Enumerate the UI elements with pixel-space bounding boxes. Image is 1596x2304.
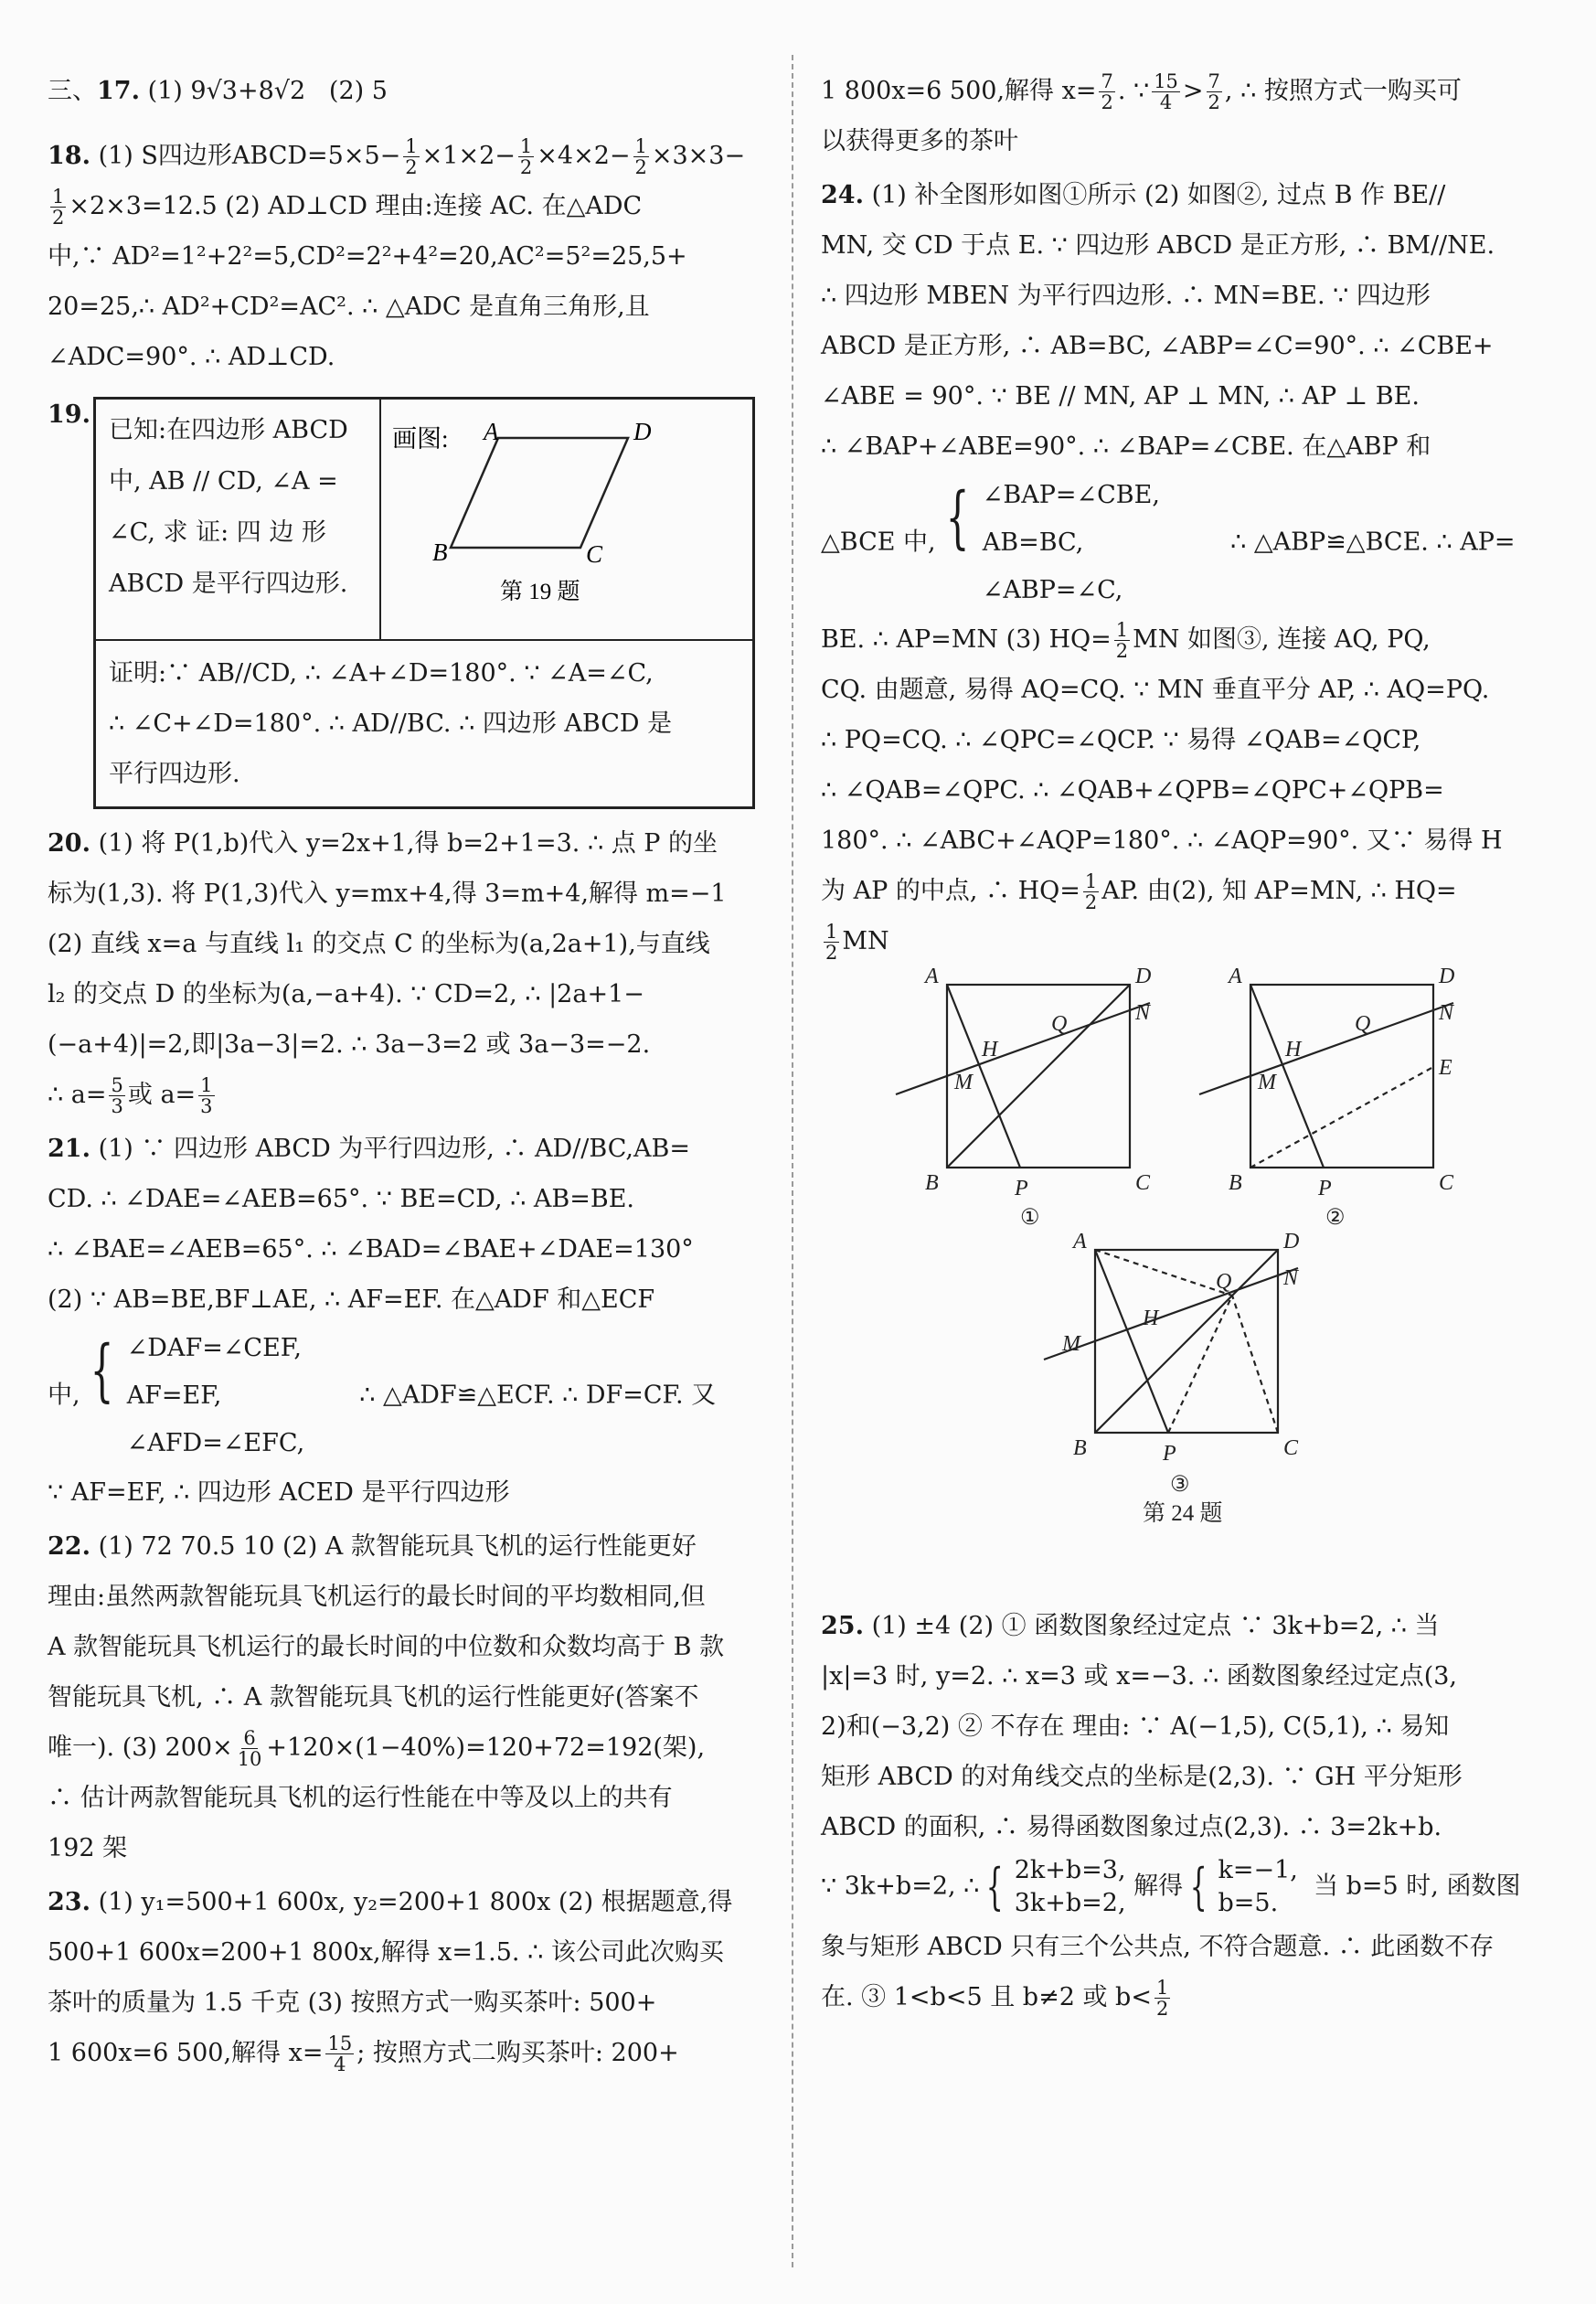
svg-text:M: M	[1062, 1332, 1080, 1356]
q21: 21. (1) ∵ 四边形 ABCD 为平行四边形, ∴ AD//BC,AB= CD. ∴ ∠DAE=∠AEB=65°. ∵ BE=CD, ∴ AB=BE. ∴ ∠BAE=∠AEB=65°. ∴ ∠BAD=∠BAE+∠DAE=130° (2) ∵ AB=BE,BF⊥AE, ∴ AF=EF. 在△ADF 和△ECF 中, { ∠DAF=∠CEF, AF=EF, ∠AFD=∠EFC, ∴ △ADF≌△ECF. ∴ DF=CF. 又 ∵ AF=EF, ∴ 四边形 ACED 是平行四边形	[48, 1135, 717, 1507]
q22: 22. (1) 72 70.5 10 (2) A 款智能玩具飞机的运行性能更好 理由:虽然两款智能玩具飞机运行的最长时间的平均数相同,但 A 款智能玩具飞机运行的最长时间的中位数和众数均高于 B 款 智能玩具飞机, ∴ A 款智能玩具飞机的运行性能更好(答案不 唯一). (3) 200× $\frac{6}{10}$ +120×(1−40%)=120+72=192(架), ∴ 估计两款智能玩具飞机的运行性能在中等及以上的共有 192 架	[48, 1532, 725, 1862]
svg-text:C: C	[1135, 1171, 1151, 1195]
right-column	[821, 70, 1545, 2022]
svg-text:A: A	[1229, 966, 1242, 988]
diagonal-bd-3	[1095, 1250, 1278, 1433]
q18: 18. (1) S四边形ABCD=5×5− $\frac{1}{2}$ ×1×2− $\frac{1}{2}$ ×4×2− $\frac{1}{2}$ ×3×3− $\frac{1}{2}$ ×2×3=12.5 (2) AD⊥CD 理由:连接 AC. 在△ADC 中,∵ AD²=1²+2²=5,CD²=2²+4²=20,AC²=5²=25,5+ 20=25,∴ AD²+CD²=AC². ∴ △ADC 是直角三角形,且 ∠ADC=90°. ∴ AD⊥CD.	[48, 135, 746, 371]
fraction: $\frac{1}{2}$	[634, 135, 647, 178]
svg-text:B: B	[1073, 1436, 1087, 1460]
figure-2-caption: ②	[1325, 1206, 1346, 1230]
fraction: $\frac{1}{2}$	[1155, 1977, 1169, 2020]
svg-text:P: P	[1015, 1177, 1028, 1200]
svg-text:H: H	[982, 1038, 998, 1061]
figure-2-labels	[1227, 966, 1455, 1230]
point-d-label: D	[633, 418, 652, 445]
q19-caption: 第 19 题	[500, 580, 580, 604]
q23: 23. (1) y₁=500+1 600x, y₂=200+1 800x (2) 根据题意,得 500+1 600x=200+1 800x,解得 x=1.5. ∴ 该公司此次购买 茶叶的质量为 1.5 千克 (3) 按照方式一购买茶叶: 500+ 1 600x=6 500,解得 x= $\frac{15}{4}$ ; 按照方式二购买茶叶: 200+	[48, 1888, 733, 2075]
equation-system: { ∠BAP=∠CBE, AB=BC, ∠ABP=∠C,	[945, 478, 1160, 604]
fraction: $\frac{5}{3}$	[111, 1074, 123, 1117]
segment-cq-3	[1232, 1296, 1278, 1433]
fraction: $\frac{7}{2}$	[1101, 70, 1113, 113]
svg-text:N: N	[1283, 1266, 1299, 1290]
fraction: $\frac{7}{2}$	[1208, 70, 1220, 113]
svg-text:D: D	[1135, 966, 1152, 988]
fraction: $\frac{1}{2}$	[1084, 870, 1098, 913]
point-a-label: A	[484, 418, 499, 445]
q17	[48, 66, 766, 116]
svg-text:Q: Q	[1051, 1012, 1068, 1036]
square-abcd-2	[1250, 985, 1433, 1168]
draw-label: 画图:	[392, 425, 449, 453]
fraction: $\frac{1}{3}$	[200, 1074, 213, 1117]
svg-text:Q: Q	[1216, 1270, 1232, 1294]
svg-text:A: A	[1073, 1230, 1087, 1253]
svg-text:D: D	[1439, 966, 1455, 988]
segment-pq-3	[1168, 1296, 1232, 1433]
q20: 20. (1) 将 P(1,b)代入 y=2x+1,得 b=2+1=3. ∴ 点 P 的坐 标为(1,3). 将 P(1,3)代入 y=mx+4,得 3=m+4,解得 m=−1 (2) 直线 x=a 与直线 l₁ 的交点 C 的坐标为(a,2a+1),与直线 l₂ 的交点 D 的坐标为(a,−a+4). ∵ CD=2, ∴ |2a+1− (−a+4)|=2,即|3a−3|=2. ∴ 3a−3=2 或 3a−3=−2. ∴ a= $\frac{5}{3}$ 或 a= $\frac{1}{3}$	[48, 829, 727, 1117]
svg-text:C: C	[1439, 1171, 1454, 1195]
q24: 24. (1) 补全图形如图①所示 (2) 如图②, 过点 B 作 BE// MN, 交 CD 于点 E. ∵ 四边形 ABCD 是正方形, ∴ BM//NE. ∴ 四边形 MBEN 为平行四边形. ∴ MN=BE. ∵ 四边形 ABCD 是正方形, ∴ AB=BC, ∠ABP=∠C=90°. ∴ ∠CBE+ ∠ABE = 90°. ∵ BE // MN, AP ⊥ MN, ∴ AP ⊥ BE. ∴ ∠BAP+∠ABE=90°. ∴ ∠BAP=∠CBE. 在△ABP 和 △BCE 中, { ∠BAP=∠CBE, AB=BC, ∠ABP=∠C, ∴ △ABP≌△BCE. ∴ AP= BE. ∴ AP=MN (3) HQ= $\frac{1}{2}$ MN 如图③, 连接 AQ, PQ, CQ. 由题意, 易得 AQ=CQ. ∵ MN 垂直平分 AP, ∴ AQ=PQ. ∴ PQ=CQ. ∴ ∠QPC=∠QCP. ∵ 易得 ∠QAB=∠QCP, ∴ ∠QAB=∠QPC. ∴ ∠QAB+∠QPB=∠QPC+∠QPB= 180°. ∴ ∠ABC+∠AQP=180°. ∴ ∠AQP=90°. 又∵ 易得 H 为 AP 的中点, ∴ HQ= $\frac{1}{2}$ AP. 由(2), 知 AP=MN, ∴ HQ= $\frac{1}{2}$ MN	[821, 181, 1516, 964]
q19-table	[93, 397, 755, 809]
fraction: $\frac{1}{2}$	[52, 186, 65, 229]
equation-system: { ∠DAF=∠CEF, AF=EF, ∠AFD=∠EFC,	[90, 1331, 305, 1457]
point-b-label: B	[432, 539, 448, 566]
figure-2	[1199, 985, 1453, 1168]
section-marker: 三、	[48, 77, 97, 105]
equation-system: { 2k+b=3, 3k+b=2,	[986, 1856, 1126, 1917]
column-divider	[792, 55, 793, 2267]
q17-part1: (1) 9√3+8√2	[147, 77, 306, 105]
svg-text:H: H	[1143, 1307, 1159, 1330]
svg-text:B: B	[1229, 1171, 1242, 1195]
svg-text:A: A	[925, 966, 939, 988]
svg-text:M: M	[954, 1071, 973, 1094]
q23-continued: 1 800x=6 500,解得 x= $\frac{7}{2}$ . ∵ $\frac{15}{4}$ > $\frac{7}{2}$ , ∴ 按照方式一购买可 以获得更多的茶叶	[821, 70, 1462, 155]
svg-text:P: P	[1163, 1442, 1176, 1466]
parallelogram-diagram	[381, 400, 747, 635]
figure-1-labels	[923, 966, 1152, 1230]
figure-1-caption: ①	[1020, 1206, 1040, 1230]
fraction: $\frac{1}{2}$	[405, 135, 418, 178]
diagonal-bd-1	[947, 985, 1130, 1168]
q17-part2: (2) 5	[328, 77, 388, 105]
svg-text:B: B	[925, 1171, 939, 1195]
q25: 25. (1) ±4 (2) ① 函数图象经过定点 ∵ 3k+b=2, ∴ 当 |x|=3 时, y=2. ∴ x=3 或 x=−3. ∴ 函数图象经过定点(3, 2)和(−3,2) ② 不存在 理由: ∵ A(−1,5), C(5,1), ∴ 易知 矩形 ABCD 的对角线交点的坐标是(2,3). ∵ GH 平分矩形 ABCD 的面积, ∴ 易得函数图象过点(2,3). ∴ 3=2k+b. ∵ 3k+b=2, ∴ { 2k+b=3, 3k+b=2, 解得 { k=−1, b=5. 当 b=5 时, 函数图 象与矩形 ABCD 只有三个公共点, 不符合题意. ∴ 此函数不存 在. ③ 1<b<5 且 b≠2 或 b< $\frac{1}{2}$	[821, 1612, 1521, 2020]
parallelogram-shape	[451, 438, 628, 548]
line-mn-2	[1199, 1003, 1453, 1094]
equation-system: { k=−1, b=5.	[1189, 1856, 1298, 1917]
fraction: $\frac{1}{2}$	[519, 135, 533, 178]
fraction: $\frac{1}{2}$	[1115, 619, 1129, 662]
fraction: $\frac{15}{4}$	[1154, 70, 1178, 113]
svg-text:Q: Q	[1355, 1012, 1371, 1036]
svg-text:D: D	[1283, 1230, 1300, 1253]
q24-figures	[821, 966, 1545, 1597]
figure-3-caption: ③	[1170, 1473, 1190, 1497]
fraction: $\frac{6}{10}$	[237, 1727, 262, 1770]
fraction: $\frac{1}{2}$	[825, 921, 838, 964]
segment-be-2	[1250, 1067, 1433, 1168]
square-diagrams	[821, 966, 1545, 1597]
svg-text:M: M	[1258, 1071, 1276, 1094]
q19-given: 已知:在四边形 ABCD 中, AB // CD, ∠A = ∠C, 求 证: 四 边 形 ABCD 是平行四边形.	[96, 400, 381, 639]
q24-caption: 第 24 题	[1143, 1501, 1223, 1526]
figure-3-labels	[1061, 1230, 1300, 1526]
svg-text:E: E	[1439, 1056, 1452, 1080]
svg-text:P: P	[1318, 1177, 1332, 1200]
svg-text:H: H	[1285, 1038, 1302, 1061]
q19-proof: 证明:∵ AB//CD, ∴ ∠A+∠D=180°. ∵ ∠A=∠C, ∴ ∠C+∠D=180°. ∴ AD//BC. ∴ 四边形 ABCD 是 平行四边形.	[109, 659, 673, 788]
q17-number: 17.	[97, 77, 140, 105]
line-mn-1	[896, 1003, 1150, 1094]
fraction: $\frac{15}{4}$	[327, 2032, 353, 2075]
line-mn-3	[1044, 1268, 1298, 1360]
q19-figure	[381, 400, 752, 639]
svg-text:N: N	[1439, 1001, 1454, 1025]
segment-ap-3	[1095, 1250, 1168, 1433]
segment-aq-3	[1095, 1250, 1232, 1296]
figure-1	[896, 985, 1150, 1168]
figure-3	[1044, 1250, 1298, 1433]
point-c-label: C	[586, 540, 603, 568]
svg-text:N: N	[1135, 1001, 1151, 1025]
svg-text:C: C	[1283, 1436, 1299, 1460]
left-column	[48, 77, 766, 2078]
q19: 19. 已知:在四边形 ABCD 中, AB // CD, ∠A = ∠C, 求 证: 四 边 形 ABCD 是平行四边形. 画图: A D B C 第 19 题 证明:∵ AB//CD, ∴ ∠A+∠D=180°. ∵ ∠A=∠C, ∴ ∠C+∠D=180°. ∴ AD//BC. ∴ 四边形 ABCD 是 平行四边形.	[48, 397, 766, 809]
